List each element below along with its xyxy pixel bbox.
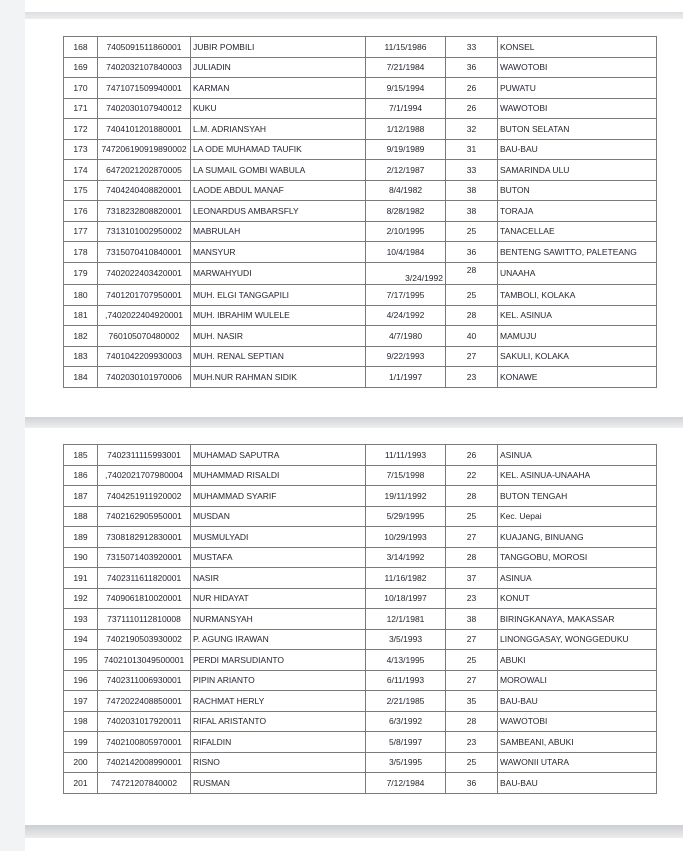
location-cell: BUTON TENGAH bbox=[498, 486, 657, 507]
location-cell: WAWOTOBI bbox=[498, 711, 657, 732]
location-cell: TAMBOLI, KOLAKA bbox=[498, 285, 657, 306]
age-cell: 27 bbox=[446, 527, 498, 548]
table-row bbox=[64, 465, 657, 486]
row-number-cell: 168 bbox=[64, 37, 98, 58]
location-cell: KEL. ASINUA bbox=[498, 305, 657, 326]
id-number-cell: 7402022403420001 bbox=[98, 262, 191, 285]
name-cell: RISNO bbox=[191, 752, 366, 773]
name-cell: LA SUMAIL GOMBI WABULA bbox=[191, 160, 366, 181]
id-number-cell: 7402190503930002 bbox=[98, 629, 191, 650]
birthdate-cell: 10/18/1997 bbox=[366, 588, 446, 609]
age-cell: 38 bbox=[446, 180, 498, 201]
page-gap bbox=[25, 12, 683, 19]
location-cell: BAU-BAU bbox=[498, 139, 657, 160]
id-number-cell: 7471071509940001 bbox=[98, 78, 191, 99]
age-cell: 36 bbox=[446, 773, 498, 794]
birthdate-cell: 6/3/1992 bbox=[366, 711, 446, 732]
row-number-cell: 174 bbox=[64, 160, 98, 181]
name-cell: KUKU bbox=[191, 98, 366, 119]
row-number-cell: 194 bbox=[64, 629, 98, 650]
location-cell: KONUT bbox=[498, 588, 657, 609]
page-gap bbox=[25, 417, 683, 428]
age-cell: 26 bbox=[446, 78, 498, 99]
location-cell: BUTON SELATAN bbox=[498, 119, 657, 140]
location-cell: UNAAHA bbox=[498, 262, 657, 285]
location-cell: Kec. Uepai bbox=[498, 506, 657, 527]
age-cell: 33 bbox=[446, 160, 498, 181]
location-cell: KUAJANG, BINUANG bbox=[498, 527, 657, 548]
table-row bbox=[64, 57, 657, 78]
row-number-cell: 188 bbox=[64, 506, 98, 527]
birthdate-cell: 3/14/1992 bbox=[366, 547, 446, 568]
id-number-cell: 7315071403920001 bbox=[98, 547, 191, 568]
birthdate-cell: 7/12/1984 bbox=[366, 773, 446, 794]
age-cell: 36 bbox=[446, 57, 498, 78]
table-row bbox=[64, 568, 657, 589]
id-number-cell: 74021013049500001 bbox=[98, 650, 191, 671]
age-cell: 23 bbox=[446, 367, 498, 388]
table-row bbox=[64, 180, 657, 201]
age-cell: 25 bbox=[446, 285, 498, 306]
birthdate-cell: 4/13/1995 bbox=[366, 650, 446, 671]
location-cell: ASINUA bbox=[498, 568, 657, 589]
age-cell: 31 bbox=[446, 139, 498, 160]
row-number-cell: 198 bbox=[64, 711, 98, 732]
id-number-cell: 7405091511860001 bbox=[98, 37, 191, 58]
row-number-cell: 169 bbox=[64, 57, 98, 78]
id-number-cell: 747206190919890002 bbox=[98, 139, 191, 160]
name-cell: P. AGUNG IRAWAN bbox=[191, 629, 366, 650]
row-number-cell: 170 bbox=[64, 78, 98, 99]
location-cell: ABUKI bbox=[498, 650, 657, 671]
table-row bbox=[64, 752, 657, 773]
id-number-cell: 7308182912830001 bbox=[98, 527, 191, 548]
birthdate-cell: 7/17/1995 bbox=[366, 285, 446, 306]
row-number-cell: 172 bbox=[64, 119, 98, 140]
birthdate-cell: 4/7/1980 bbox=[366, 326, 446, 347]
id-number-cell: 74721207840002 bbox=[98, 773, 191, 794]
row-number-cell: 175 bbox=[64, 180, 98, 201]
row-number-cell: 184 bbox=[64, 367, 98, 388]
birthdate-cell: 10/4/1984 bbox=[366, 242, 446, 263]
location-cell: MOROWALI bbox=[498, 670, 657, 691]
table-row bbox=[64, 139, 657, 160]
name-cell: MUH.NUR RAHMAN SIDIK bbox=[191, 367, 366, 388]
row-number-cell: 185 bbox=[64, 445, 98, 466]
pdf-page-2 bbox=[25, 428, 683, 825]
name-cell: NASIR bbox=[191, 568, 366, 589]
table-row bbox=[64, 691, 657, 712]
records-table-page-1 bbox=[63, 36, 657, 388]
row-number-cell: 190 bbox=[64, 547, 98, 568]
birthdate-cell: 8/4/1982 bbox=[366, 180, 446, 201]
age-cell: 22 bbox=[446, 465, 498, 486]
id-number-cell: 7404251911920002 bbox=[98, 486, 191, 507]
row-number-cell: 176 bbox=[64, 201, 98, 222]
table-row bbox=[64, 670, 657, 691]
id-number-cell: 7402032107840003 bbox=[98, 57, 191, 78]
birthdate-cell: 5/29/1995 bbox=[366, 506, 446, 527]
name-cell: L.M. ADRIANSYAH bbox=[191, 119, 366, 140]
id-number-cell: 7404240408820001 bbox=[98, 180, 191, 201]
row-number-cell: 178 bbox=[64, 242, 98, 263]
location-cell: MAMUJU bbox=[498, 326, 657, 347]
age-cell: 32 bbox=[446, 119, 498, 140]
table-row bbox=[64, 262, 657, 285]
row-number-cell: 195 bbox=[64, 650, 98, 671]
id-number-cell: 7409061810020001 bbox=[98, 588, 191, 609]
location-cell: BIRINGKANAYA, MAKASSAR bbox=[498, 609, 657, 630]
row-number-cell: 186 bbox=[64, 465, 98, 486]
birthdate-cell: 6/11/1993 bbox=[366, 670, 446, 691]
name-cell: RUSMAN bbox=[191, 773, 366, 794]
name-cell: NUR HIDAYAT bbox=[191, 588, 366, 609]
row-number-cell: 182 bbox=[64, 326, 98, 347]
age-cell: 27 bbox=[446, 670, 498, 691]
id-number-cell: 7315070410840001 bbox=[98, 242, 191, 263]
name-cell: MANSYUR bbox=[191, 242, 366, 263]
table-row bbox=[64, 506, 657, 527]
row-number-cell: 173 bbox=[64, 139, 98, 160]
row-number-cell: 200 bbox=[64, 752, 98, 773]
location-cell: BAU-BAU bbox=[498, 773, 657, 794]
age-cell: 28 bbox=[446, 262, 498, 285]
location-cell: TORAJA bbox=[498, 201, 657, 222]
age-cell: 25 bbox=[446, 221, 498, 242]
name-cell: NURMANSYAH bbox=[191, 609, 366, 630]
table-row bbox=[64, 367, 657, 388]
age-cell: 26 bbox=[446, 98, 498, 119]
row-number-cell: 197 bbox=[64, 691, 98, 712]
name-cell: KARMAN bbox=[191, 78, 366, 99]
age-cell: 26 bbox=[446, 445, 498, 466]
id-number-cell: 7402311115993001 bbox=[98, 445, 191, 466]
row-number-cell: 180 bbox=[64, 285, 98, 306]
location-cell: KONAWE bbox=[498, 367, 657, 388]
location-cell: SAKULI, KOLAKA bbox=[498, 346, 657, 367]
id-number-cell: 760105070480002 bbox=[98, 326, 191, 347]
name-cell: MARWAHYUDI bbox=[191, 262, 366, 285]
name-cell: RIFALDIN bbox=[191, 732, 366, 753]
records-table-page-2 bbox=[63, 444, 657, 794]
birthdate-cell: 1/1/1997 bbox=[366, 367, 446, 388]
birthdate-cell: 9/15/1994 bbox=[366, 78, 446, 99]
age-cell: 23 bbox=[446, 588, 498, 609]
age-cell: 38 bbox=[446, 201, 498, 222]
location-cell: SAMARINDA ULU bbox=[498, 160, 657, 181]
table-row bbox=[64, 445, 657, 466]
birthdate-cell: 3/24/1992 bbox=[366, 262, 446, 285]
name-cell: MUH. IBRAHIM WULELE bbox=[191, 305, 366, 326]
location-cell: BENTENG SAWITTO, PALETEANG bbox=[498, 242, 657, 263]
location-cell: WAWOTOBI bbox=[498, 57, 657, 78]
birthdate-cell: 9/22/1993 bbox=[366, 346, 446, 367]
age-cell: 38 bbox=[446, 609, 498, 630]
birthdate-cell: 7/21/1984 bbox=[366, 57, 446, 78]
row-number-cell: 171 bbox=[64, 98, 98, 119]
table-row bbox=[64, 650, 657, 671]
age-cell: 25 bbox=[446, 650, 498, 671]
location-cell: BUTON bbox=[498, 180, 657, 201]
id-number-cell: 7402162905950001 bbox=[98, 506, 191, 527]
table-row bbox=[64, 547, 657, 568]
row-number-cell: 196 bbox=[64, 670, 98, 691]
id-number-cell: ,7402021707980004 bbox=[98, 465, 191, 486]
name-cell: JUBIR POMBILI bbox=[191, 37, 366, 58]
name-cell: MUHAMMAD SYARIF bbox=[191, 486, 366, 507]
pdf-page-1 bbox=[25, 19, 683, 417]
name-cell: RIFAL ARISTANTO bbox=[191, 711, 366, 732]
birthdate-cell: 2/21/1985 bbox=[366, 691, 446, 712]
age-cell: 36 bbox=[446, 242, 498, 263]
birthdate-cell: 5/8/1997 bbox=[366, 732, 446, 753]
location-cell: PUWATU bbox=[498, 78, 657, 99]
viewer-left-margin bbox=[0, 0, 25, 851]
id-number-cell: 7401042209930003 bbox=[98, 346, 191, 367]
table-row bbox=[64, 201, 657, 222]
table-row bbox=[64, 346, 657, 367]
row-number-cell: 179 bbox=[64, 262, 98, 285]
birthdate-cell: 11/15/1986 bbox=[366, 37, 446, 58]
page-gap bbox=[25, 825, 683, 838]
name-cell: JULIADIN bbox=[191, 57, 366, 78]
table-row bbox=[64, 305, 657, 326]
name-cell: PIPIN ARIANTO bbox=[191, 670, 366, 691]
table-row bbox=[64, 119, 657, 140]
name-cell: PERDI MARSUDIANTO bbox=[191, 650, 366, 671]
table-row bbox=[64, 221, 657, 242]
location-cell: KONSEL bbox=[498, 37, 657, 58]
age-cell: 33 bbox=[446, 37, 498, 58]
row-number-cell: 201 bbox=[64, 773, 98, 794]
age-cell: 27 bbox=[446, 346, 498, 367]
location-cell: BAU-BAU bbox=[498, 691, 657, 712]
id-number-cell: 7402311611820001 bbox=[98, 568, 191, 589]
id-number-cell: 7404101201880001 bbox=[98, 119, 191, 140]
id-number-cell: 7402030101970006 bbox=[98, 367, 191, 388]
birthdate-cell: 12/1/1981 bbox=[366, 609, 446, 630]
name-cell: RACHMAT HERLY bbox=[191, 691, 366, 712]
id-number-cell: 7472022408850001 bbox=[98, 691, 191, 712]
birthdate-cell: 2/10/1995 bbox=[366, 221, 446, 242]
row-number-cell: 192 bbox=[64, 588, 98, 609]
table-row bbox=[64, 78, 657, 99]
birthdate-cell: 3/5/1993 bbox=[366, 629, 446, 650]
age-cell: 28 bbox=[446, 711, 498, 732]
name-cell: MUSMULYADI bbox=[191, 527, 366, 548]
table-row bbox=[64, 588, 657, 609]
row-number-cell: 191 bbox=[64, 568, 98, 589]
location-cell: WAWONII UTARA bbox=[498, 752, 657, 773]
row-number-cell: 199 bbox=[64, 732, 98, 753]
id-number-cell: 7402030107940012 bbox=[98, 98, 191, 119]
id-number-cell: 7402100805970001 bbox=[98, 732, 191, 753]
birthdate-cell: 3/5/1995 bbox=[366, 752, 446, 773]
row-number-cell: 177 bbox=[64, 221, 98, 242]
age-cell: 25 bbox=[446, 752, 498, 773]
birthdate-cell: 9/19/1989 bbox=[366, 139, 446, 160]
birthdate-cell: 19/11/1992 bbox=[366, 486, 446, 507]
name-cell: MUH. RENAL SEPTIAN bbox=[191, 346, 366, 367]
birthdate-cell: 11/16/1982 bbox=[366, 568, 446, 589]
age-cell: 28 bbox=[446, 305, 498, 326]
name-cell: MUH. ELGI TANGGAPILI bbox=[191, 285, 366, 306]
birthdate-cell: 7/1/1994 bbox=[366, 98, 446, 119]
age-cell: 28 bbox=[446, 486, 498, 507]
name-cell: MABRULAH bbox=[191, 221, 366, 242]
name-cell: MUHAMMAD RISALDI bbox=[191, 465, 366, 486]
row-number-cell: 187 bbox=[64, 486, 98, 507]
table-row bbox=[64, 527, 657, 548]
age-cell: 35 bbox=[446, 691, 498, 712]
table-row bbox=[64, 242, 657, 263]
row-number-cell: 181 bbox=[64, 305, 98, 326]
table-row bbox=[64, 37, 657, 58]
location-cell: SAMBEANI, ABUKI bbox=[498, 732, 657, 753]
age-cell: 25 bbox=[446, 506, 498, 527]
birthdate-cell: 11/11/1993 bbox=[366, 445, 446, 466]
birthdate-cell: 7/15/1998 bbox=[366, 465, 446, 486]
name-cell: MUSTAFA bbox=[191, 547, 366, 568]
location-cell: TANACELLAE bbox=[498, 221, 657, 242]
table-row bbox=[64, 326, 657, 347]
age-cell: 28 bbox=[446, 547, 498, 568]
location-cell: LINONGGASAY, WONGGEDUKU bbox=[498, 629, 657, 650]
id-number-cell: 7402031017920011 bbox=[98, 711, 191, 732]
id-number-cell: 6472021202870005 bbox=[98, 160, 191, 181]
age-cell: 23 bbox=[446, 732, 498, 753]
id-number-cell: 7313101002950002 bbox=[98, 221, 191, 242]
id-number-cell: 7402311006930001 bbox=[98, 670, 191, 691]
next-page-top-edge bbox=[25, 838, 683, 851]
id-number-cell: 7318232808820001 bbox=[98, 201, 191, 222]
age-cell: 27 bbox=[446, 629, 498, 650]
table-row bbox=[64, 486, 657, 507]
table-row bbox=[64, 98, 657, 119]
age-cell: 37 bbox=[446, 568, 498, 589]
location-cell: ASINUA bbox=[498, 445, 657, 466]
birthdate-cell: 8/28/1982 bbox=[366, 201, 446, 222]
row-number-cell: 183 bbox=[64, 346, 98, 367]
table-row bbox=[64, 629, 657, 650]
id-number-cell: 7371110112810008 bbox=[98, 609, 191, 630]
age-cell: 40 bbox=[446, 326, 498, 347]
birthdate-cell: 2/12/1987 bbox=[366, 160, 446, 181]
name-cell: LEONARDUS AMBARSFLY bbox=[191, 201, 366, 222]
id-number-cell: 7401201707950001 bbox=[98, 285, 191, 306]
table-row bbox=[64, 160, 657, 181]
location-cell: TANGGOBU, MOROSI bbox=[498, 547, 657, 568]
table-row bbox=[64, 732, 657, 753]
row-number-cell: 193 bbox=[64, 609, 98, 630]
table-row bbox=[64, 285, 657, 306]
table-row bbox=[64, 711, 657, 732]
id-number-cell: 7402142008990001 bbox=[98, 752, 191, 773]
name-cell: MUSDAN bbox=[191, 506, 366, 527]
row-number-cell: 189 bbox=[64, 527, 98, 548]
name-cell: LAODE ABDUL MANAF bbox=[191, 180, 366, 201]
name-cell: MUH. NASIR bbox=[191, 326, 366, 347]
name-cell: LA ODE MUHAMAD TAUFIK bbox=[191, 139, 366, 160]
birthdate-cell: 10/29/1993 bbox=[366, 527, 446, 548]
table-row bbox=[64, 609, 657, 630]
id-number-cell: ,7402022404920001 bbox=[98, 305, 191, 326]
table-row bbox=[64, 773, 657, 794]
birthdate-cell: 1/12/1988 bbox=[366, 119, 446, 140]
location-cell: WAWOTOBI bbox=[498, 98, 657, 119]
birthdate-cell: 4/24/1992 bbox=[366, 305, 446, 326]
location-cell: KEL. ASINUA-UNAAHA bbox=[498, 465, 657, 486]
previous-page-bottom-edge bbox=[25, 0, 683, 12]
name-cell: MUHAMAD SAPUTRA bbox=[191, 445, 366, 466]
